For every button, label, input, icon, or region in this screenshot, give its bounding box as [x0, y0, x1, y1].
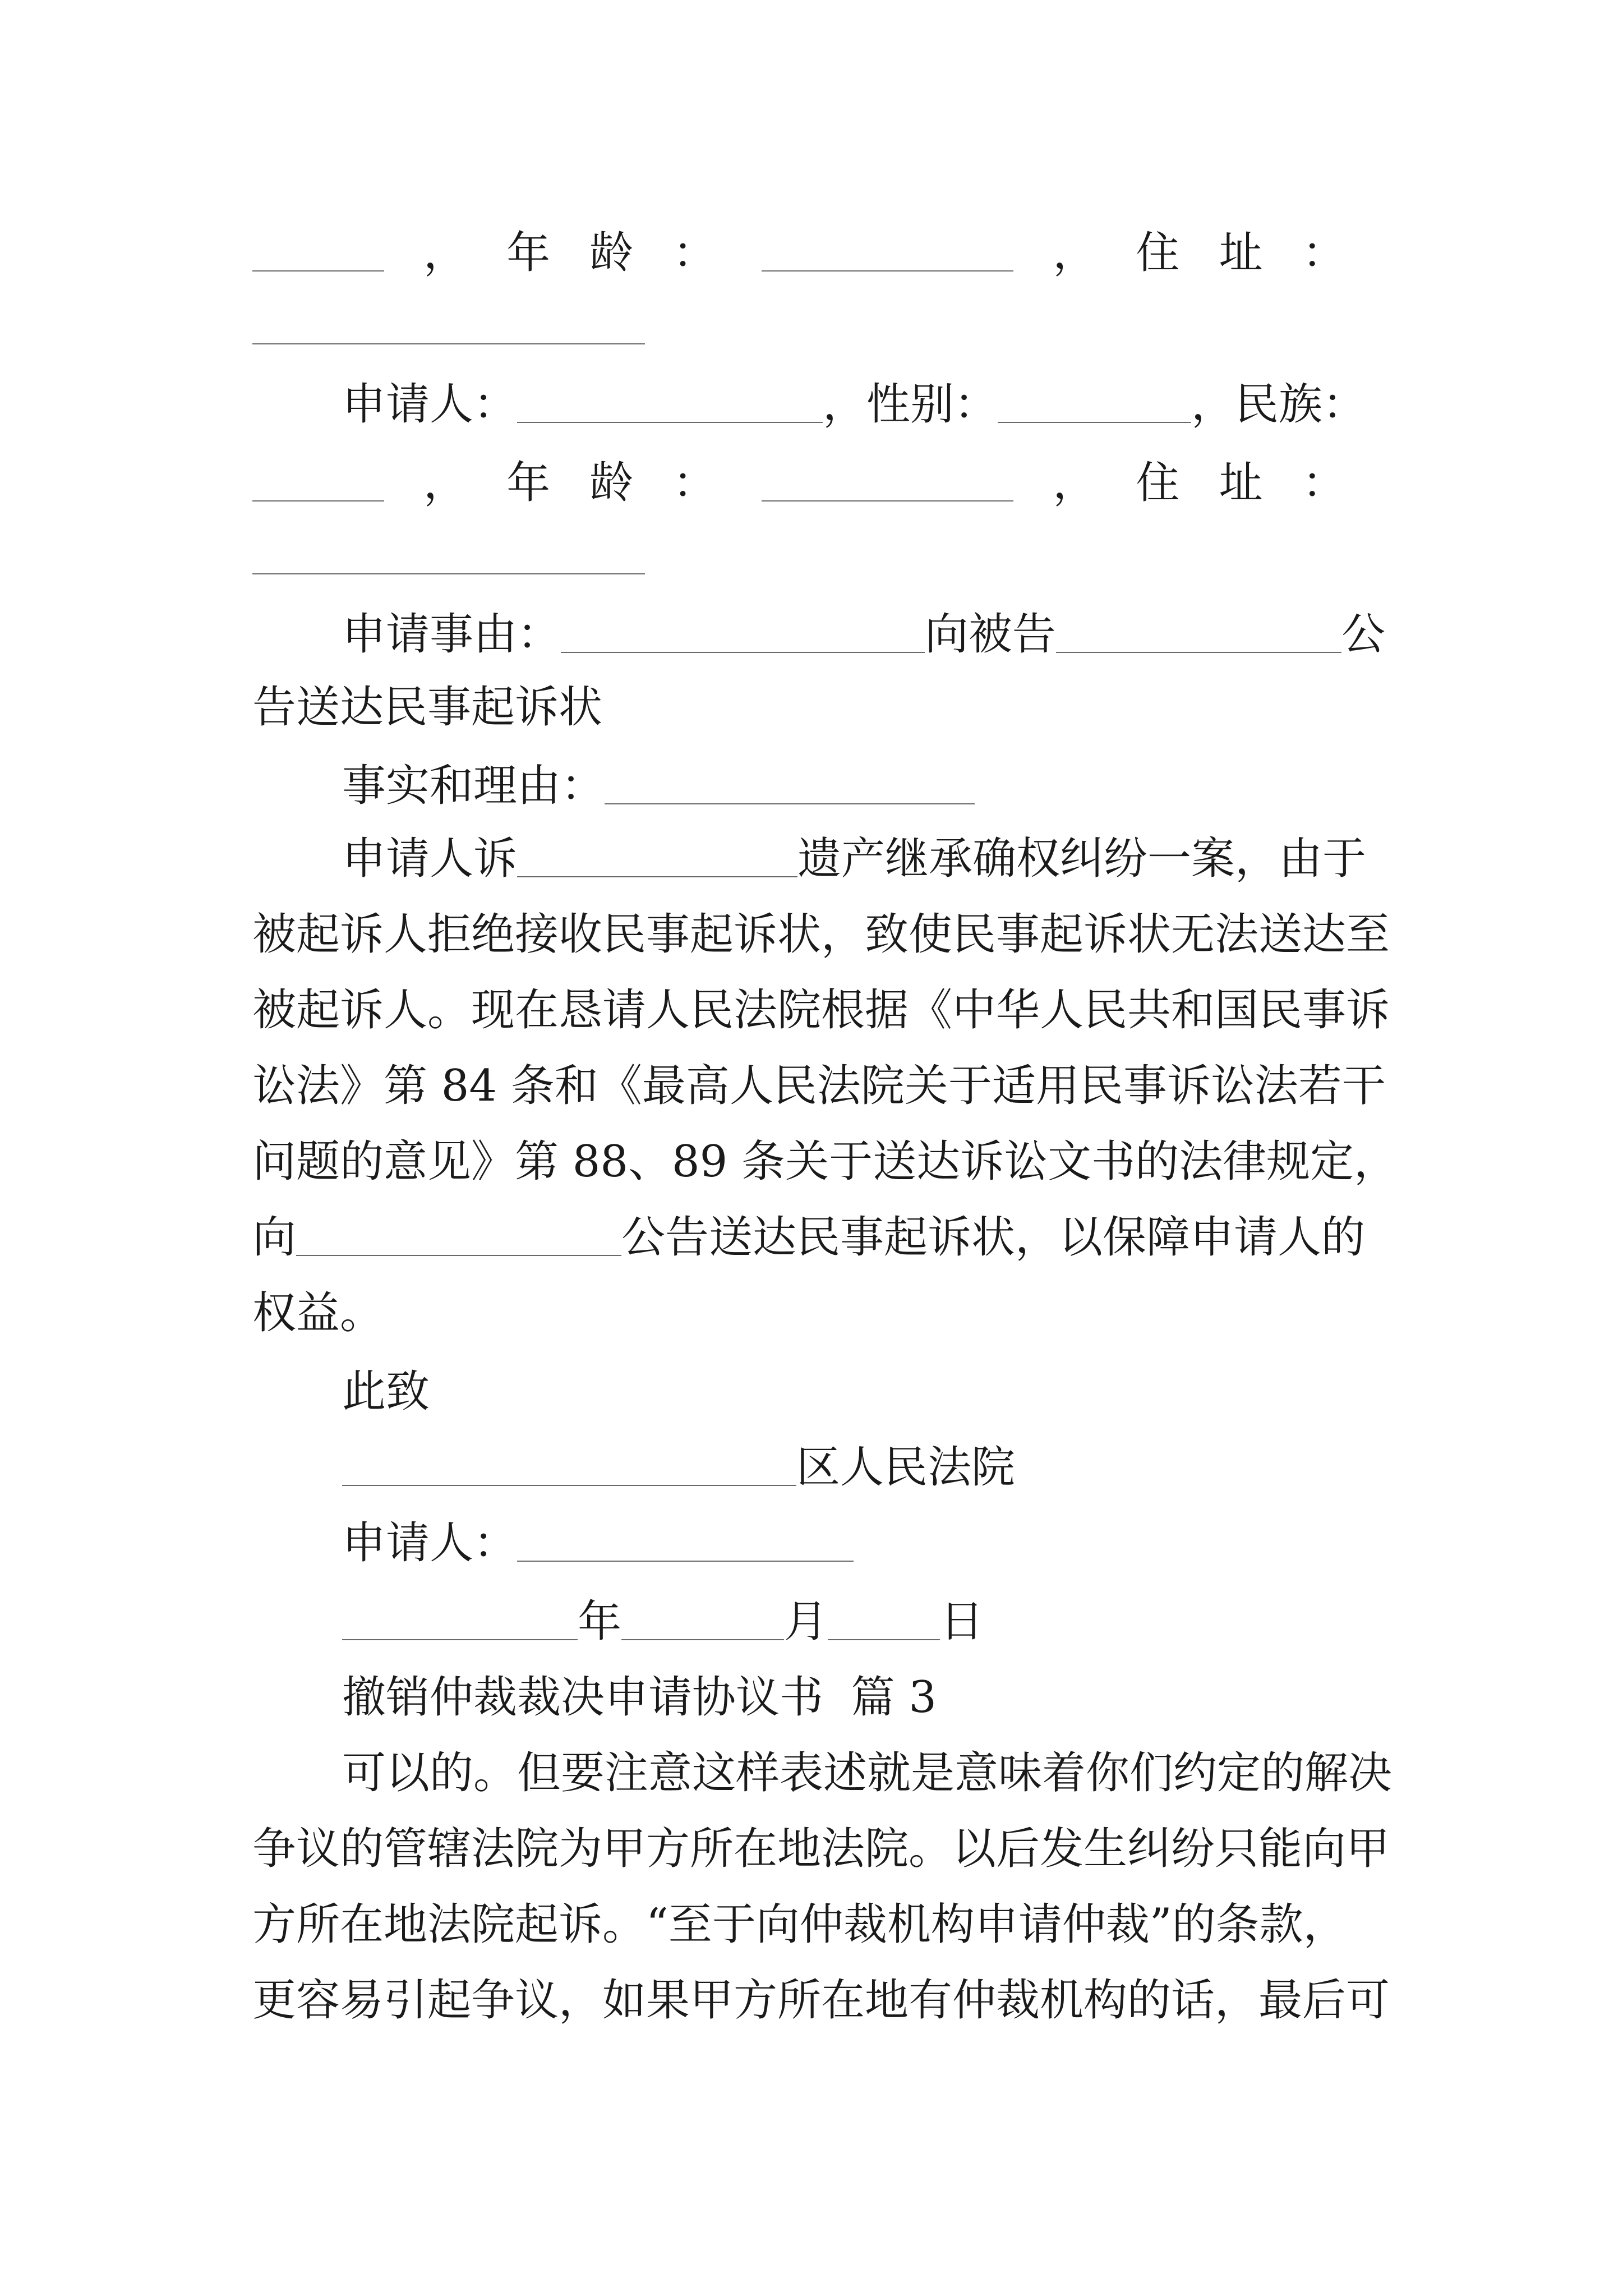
body-line-7	[252, 1245, 1385, 1338]
day-label: 日	[940, 1596, 984, 1647]
applicant-label: 申请人：	[342, 379, 518, 430]
section-heading-text: 撤销仲裁裁决申请协议书 篇 3	[342, 1672, 937, 1723]
gender-label: ，性别：	[823, 379, 998, 430]
form-line-address-blank-2	[252, 488, 1385, 578]
ethnicity-label: ，民族：	[1191, 379, 1367, 430]
applicant-label: 申请人：	[342, 1518, 518, 1568]
body-text: 申请人诉	[342, 834, 518, 884]
body-text: 权益。	[252, 1288, 384, 1338]
salutation-text: 此致	[342, 1366, 430, 1417]
form-line-address-blank-1	[252, 258, 1385, 348]
address-label: ，住址：	[1053, 228, 1385, 278]
body-text: 问题的意见》第 88、89 条关于送达诉讼文书的法律规定，	[252, 1137, 1398, 1187]
gong-char: 公	[1341, 609, 1385, 660]
form-line-reason-tail	[252, 639, 1385, 733]
body-text: 遗产继承确权纠纷一案，由于	[797, 834, 1367, 884]
closing-applicant	[342, 1475, 1385, 1568]
form-line-applicant	[342, 337, 1385, 430]
age-label: ，年龄：	[423, 458, 756, 508]
year-label: 年	[578, 1596, 622, 1647]
body-text: 公告送达民事起诉状，以保障申请人的	[621, 1212, 1366, 1263]
section-line-4	[252, 1932, 1390, 2026]
body-text: 被起诉人。现在恳请人民法院根据《中华人民共和国民事诉	[252, 985, 1390, 1036]
address-label: ，住址：	[1053, 458, 1385, 508]
age-label: ，年龄：	[423, 228, 756, 278]
facts-label: 事实和理由：	[342, 761, 605, 811]
month-label: 月	[784, 1596, 828, 1647]
court-suffix: 区人民法院	[796, 1442, 1016, 1493]
reason-tail-text: 告送达民事起诉状	[252, 682, 603, 733]
body-text: 向	[252, 1212, 297, 1263]
body-text: 讼法》第 84 条和《最高人民法院关于适用民事诉讼法若干	[252, 1061, 1386, 1111]
body-text: 被起诉人拒绝接收民事起诉状，致使民事起诉状无法送达至	[252, 909, 1390, 960]
to-defendant-text: 向被告	[924, 609, 1056, 660]
section-text: 更容易引起争议，如果甲方所在地有仲裁机构的话，最后可	[252, 1975, 1390, 2026]
section-text: 可以的。但要注意这样表述就是意味着你们约定的解决	[342, 1748, 1393, 1798]
section-text: 争议的管辖法院为甲方所在地法院。以后发生纠纷只能向甲	[252, 1824, 1390, 1874]
section-text: 方所在地法院起诉。“至于向仲裁机构申请仲裁”的条款，	[252, 1899, 1347, 1950]
reason-label: 申请事由：	[342, 609, 561, 660]
